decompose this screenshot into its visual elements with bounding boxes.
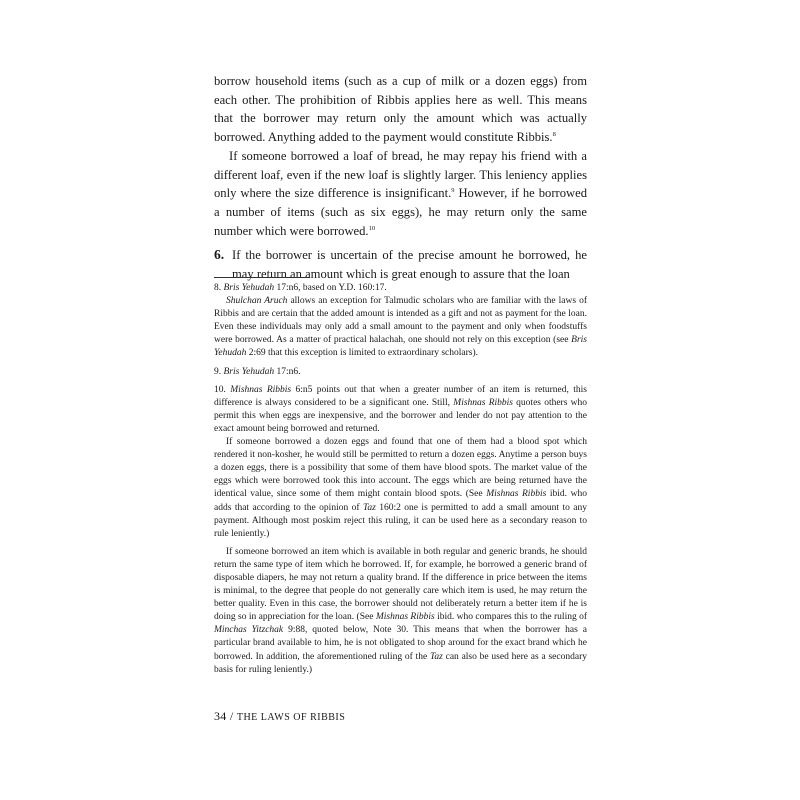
footnote-8: 8. Bris Yehudah 17:n6, based on Y.D. 160:17. [214, 283, 387, 293]
footnote-ref-8: 8 [552, 131, 556, 139]
numbered-item-6 [214, 246, 587, 283]
footnote-8-continued: Shulchan Aruch allows an exception for Talmudic scholars who are familiar with the laws of Ribbis and are certain that the added amount is intended as a gift and not as payment for the loan. Even these individuals may only add a small amount to the payment and only when foodstuffs were borrowed. As a matter of practical halachah, one should not rely on this exception (see Bris Yehudah 2:69 that this exception is limited to extraordinary scholars). [214, 296, 587, 359]
footnote-ref-10: 10 [368, 224, 376, 232]
running-title: THE LAWS OF RIBBIS [236, 712, 346, 723]
footnote-10-generic-brands: If someone borrowed an item which is available in both regular and generic brands, he should return the same type of item which he borrowed. If, for example, he borrowed a generic brand of disposable diapers, he may not return a quality brand. If the difference in price between the items is minimal, to the degree that people do not generally care which item is used, he may return the better quality. Even in this case, the borrower should not deliberately return a better item if he is doing so in appreciation for the loan. (See Mishnas Ribbis ibid. who compares this to the ruling of Minchas Yitzchak 9:88, quoted below, Note 30. This means that when the borrower has a particular brand available to him, he is not obligated to shop around for the exact brand which he borrowed. In addition, the aforementioned ruling of the Taz can also be used here as a secondary basis for ruling leniently.) [214, 546, 588, 675]
page-number: 34 [214, 709, 227, 723]
footer-separator: / [226, 709, 237, 723]
footnotes [214, 282, 587, 677]
item-number: 6. [214, 247, 225, 263]
item-text: If the borrower is uncertain of the precise amount he borrowed, he may return an amount which is great enough to assure that the loan [232, 248, 587, 282]
main-text [214, 72, 587, 284]
footnote-9: 9. Bris Yehudah 17:n6. [214, 366, 301, 377]
page-footer [214, 709, 345, 724]
footnote-10: 10. Mishnas Ribbis 6:n5 points out that when a greater number of an item is returned, this difference is always considered to be a significant one. Still, Mishnas Ribbis quotes others who permit this when eggs are inexpensive, and the borrower and lender do not pay attention to the exact amount being borrowed and returned. [214, 384, 588, 434]
paragraph-loaf-of-bread: If someone borrowed a loaf of bread, he may repay his friend with a different loaf, even if the new loaf is slightly larger. This leniency applies only where the size difference is insignificant.$^9$ However, if he borrowed a number of items (such as six eggs), he may return only the same number which were borrowed.$^{10}$ [214, 148, 587, 238]
footnote-10-blood-spot: If someone borrowed a dozen eggs and found that one of them had a blood spot which rendered it non-kosher, he would still be permitted to return a dozen eggs. Anytime a person buys a dozen eggs, there is a possibility that some of them have blood spots. The market value of the eggs which were borrowed took this into account. The eggs which are being returned have the identical value, since some of them might contain blood spots. (See Mishnas Ribbis ibid. who adds that according to the opinion of Taz 160:2 one is permitted to add a small amount to any payment. Although most poskim reject this ruling, it can be used here as a secondary reason to rule leniently.) [214, 437, 587, 539]
footnote-divider [214, 277, 310, 278]
footnote-ref-9: 9 [451, 187, 455, 195]
paragraph-borrow-household-items: borrow household items (such as a cup of milk or a dozen eggs) from each other. The prohibition of Ribbis applies here as well. This means that the borrower may return only the amount which was actually borrowed. Anything added to the payment would constitute Ribbis.$^8$ [214, 74, 587, 145]
